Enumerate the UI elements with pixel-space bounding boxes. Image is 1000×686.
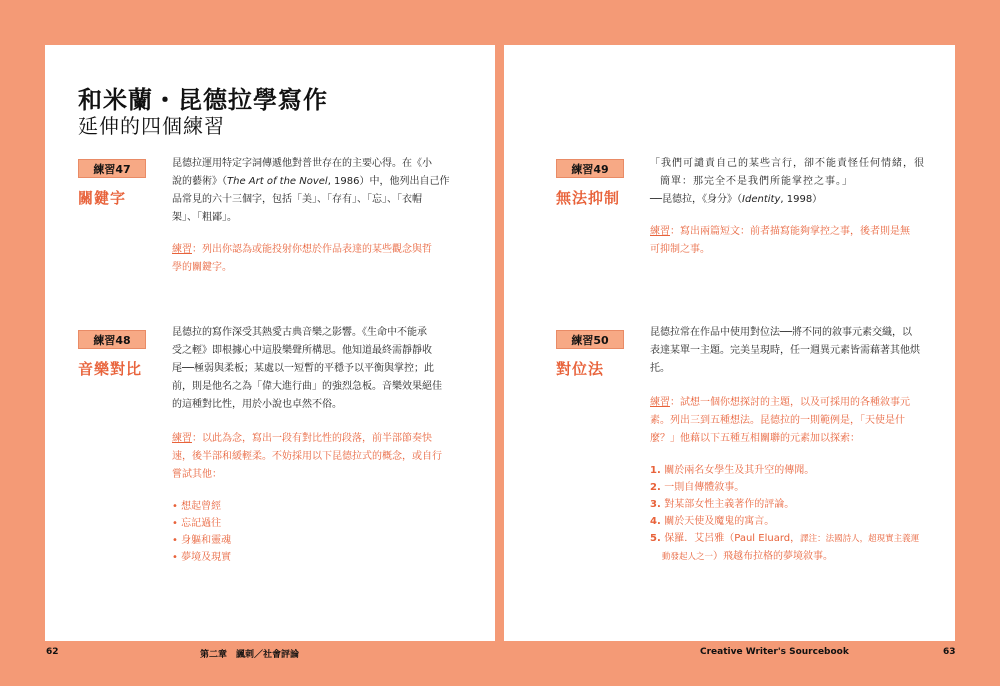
page-number-left: 62 [46, 647, 59, 657]
list-item: 一則自傳體敘事。 [664, 482, 745, 493]
exercise-50-numbered-list [650, 462, 940, 566]
list-item: • 忘記過往 [172, 515, 231, 532]
exercise-48-bullet-list [172, 498, 231, 566]
exercise-49-title: 無法抑制 [556, 189, 621, 207]
exercise-47-task: 練習：列出你認為或能投射你想於作品表達的某些觀念與哲 學的關鍵字。 [172, 244, 432, 273]
list-item: • 夢境及現實 [172, 549, 231, 566]
page-number-right: 63 [943, 647, 956, 657]
exercise-48-badge: 練習48 [78, 330, 146, 349]
exercise-48-title: 音樂對比 [78, 360, 143, 378]
exercise-47-title: 關鍵字 [78, 189, 127, 207]
exercise-49-quote: 「我們可譴責自己的某些言行，卻不能責怪任何情緒，很 簡單：那完全不是我們所能掌控之事。」 ──昆德拉，《身分》（Identity, 1998） [650, 158, 925, 205]
book-title: Creative Writer's Sourcebook [700, 647, 849, 657]
exercise-48-body: 昆德拉的寫作深受其熱愛古典音樂之影響。《生命中不能承 受之輕》即根據心中這股樂聲所構思。他知道最終需靜靜收 尾──極弱與柔板；某處以一短暫的平穩予以平衡與掌控；此 前，則是他名之為「偉大進行曲」的強烈急板。音樂效果絕佳 的這種對比性，用於小說也卓然不俗。 [172, 327, 442, 410]
exercise-50-task: 練習：試想一個你想探討的主題，以及可採用的各種敘事元 素。列出三到五種想法。昆德拉的一則範例是，「天使是什 麼？」他藉以下五種互相關聯的元素加以探索： [650, 397, 910, 444]
exercise-49-badge: 練習49 [556, 159, 624, 178]
page-title: 和米蘭・昆德拉學寫作 [78, 86, 328, 114]
list-item: • 想起曾經 [172, 498, 231, 515]
exercise-48-task: 練習：以此為念，寫出一段有對比性的段落，前半部節奏快 速，後半部和緩輕柔。不妨採用以下昆德拉式的概念，或自行 嘗試其他： [172, 433, 442, 480]
exercise-47-body: 昆德拉運用特定字詞傳遞他對普世存在的主要心得。在《小 說的藝術》（The Art of the Novel, 1986）中，他列出自己作 品常見的六十三個字，包括「美」、「存有」、「忘」、「衣帽 架」、「粗鄙」。 [172, 158, 450, 223]
list-item: 關於兩名女學生及其升空的傳聞。 [664, 465, 815, 476]
exercise-50-badge: 練習50 [556, 330, 624, 349]
list-item: 關於天使及魔鬼的寓言。 [664, 516, 775, 527]
exercise-49-task: 練習：寫出兩篇短文：前者描寫能夠掌控之事，後者則是無 可抑制之事。 [650, 226, 910, 255]
exercise-50-title: 對位法 [556, 360, 605, 378]
exercise-50-body: 昆德拉常在作品中使用對位法──將不同的敘事元素交織，以 表達某單一主題。完美呈現時，任一週異元素皆需藉著其他烘 托。 [650, 327, 920, 374]
list-item: • 身軀和靈魂 [172, 532, 231, 549]
list-item: 保羅．艾呂雅（Paul Eluard，譯注：法國詩人，超現實主義運 動發起人之一）飛越布拉格的夢境敘事。 [662, 533, 920, 562]
exercise-47-badge: 練習47 [78, 159, 146, 178]
page-subtitle: 延伸的四個練習 [78, 114, 225, 138]
chapter-label: 第二章 諷刺／社會評論 [200, 650, 300, 660]
list-item: 對某部女性主義著作的評論。 [664, 499, 795, 510]
